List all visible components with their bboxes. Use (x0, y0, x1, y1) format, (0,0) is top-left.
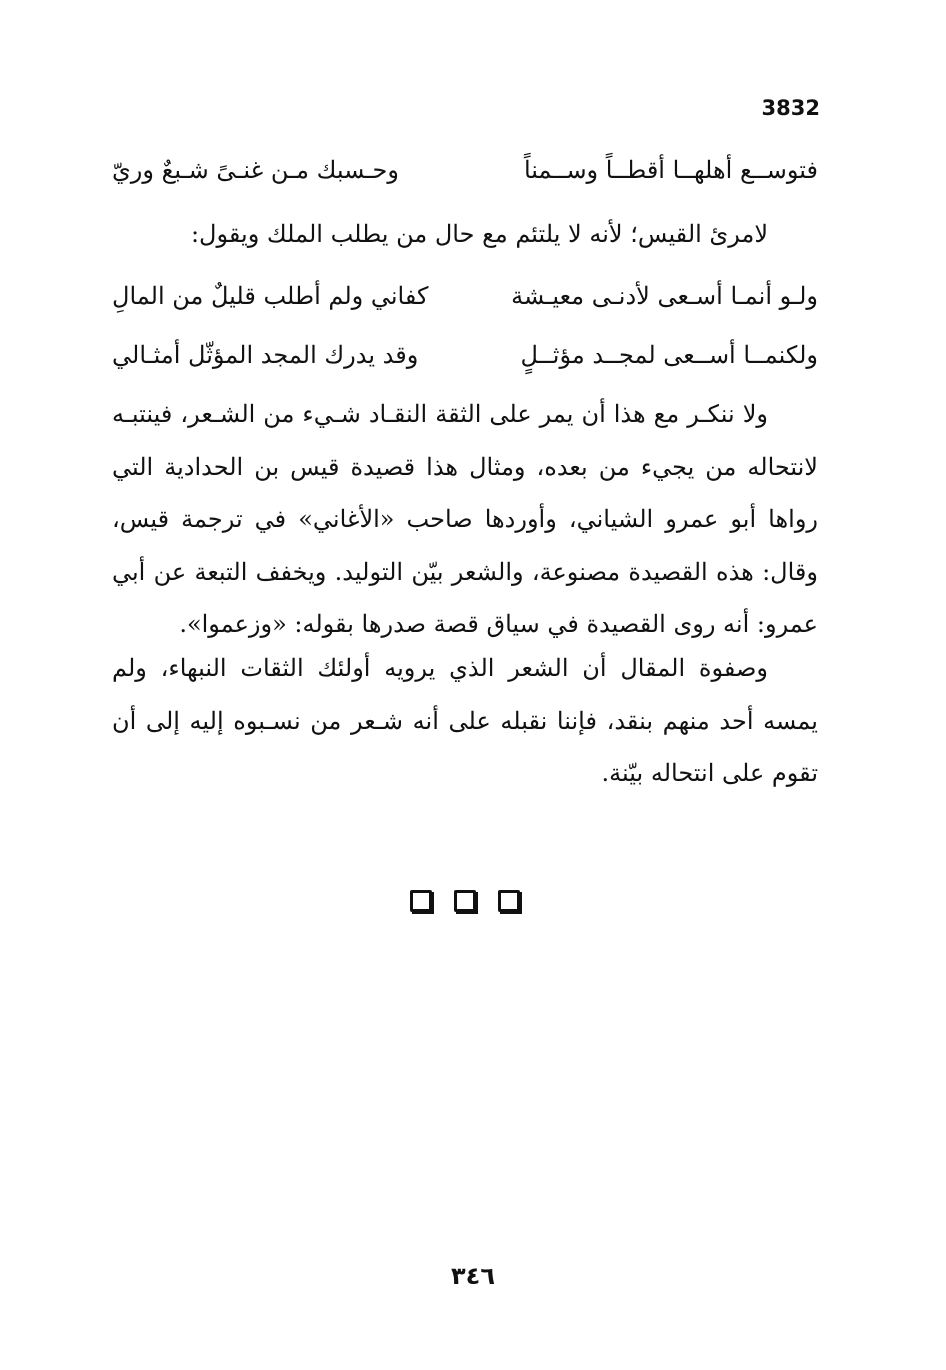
page-header-id: 3832 (761, 96, 820, 120)
ornament-square-icon (410, 890, 432, 912)
paragraph-conclusion: وصفوة المقال أن الشعر الذي يرويه أولئك الثقات النبهاء، ولم يمسه أحد منهم بنقد، فإننا نقبله على أنه شـعر من نسـبوه إليه إلى أن تقوم على انتحاله بيّنة. (112, 654, 818, 787)
ornament-square-icon (454, 890, 476, 912)
paragraph-intro: لامرئ القيس؛ لأنه لا يلتئم مع حال من يطلب الملك ويقول: (190, 220, 768, 248)
verse-hemistich-second: وحـسبك مـن غنـىً شـبعٌ وريّ (112, 156, 399, 184)
verse-hemistich-first: ولـو أنمـا أسـعى لأدنـى معيـشة (511, 282, 818, 310)
verse-hemistich-first: ولكنمــا أســعى لمجــد مؤثــلٍ (520, 341, 818, 369)
verse-line-2 (112, 276, 818, 316)
verse-hemistich-second: كفاني ولم أطلب قليلٌ من المالِ (112, 282, 429, 310)
verse-line-3 (112, 335, 818, 375)
verse-line-1 (112, 150, 818, 190)
verse-hemistich-second: وقد يدرك المجد المؤثّل أمثـالي (112, 341, 419, 369)
page-number: ٣٤٦ (451, 1262, 495, 1290)
paragraph-body: ولا ننكـر مع هذا أن يمر على الثقة النقـاد شـيء من الشـعر، فينتبـه لانتحاله من يجيء من بعده، ومثال هذا قصيدة قيس بن الحدادية التي رواها أبو عمرو الشياني، وأوردها صاحب «الأغاني» في ترجمة قيس، وقال: هذه القصيدة مصنوعة، والشعر بيّن التوليد. ويخفف التبعة عن أبي عمرو: أنه روى القصيدة في سياق قصة صدرها بقوله: «وزعموا». (112, 400, 818, 638)
verse-hemistich-first: فتوســع أهلهــا أقطــاً وســمناً (523, 156, 818, 184)
ornament-square-icon (498, 890, 520, 912)
section-end-ornament (410, 890, 520, 916)
